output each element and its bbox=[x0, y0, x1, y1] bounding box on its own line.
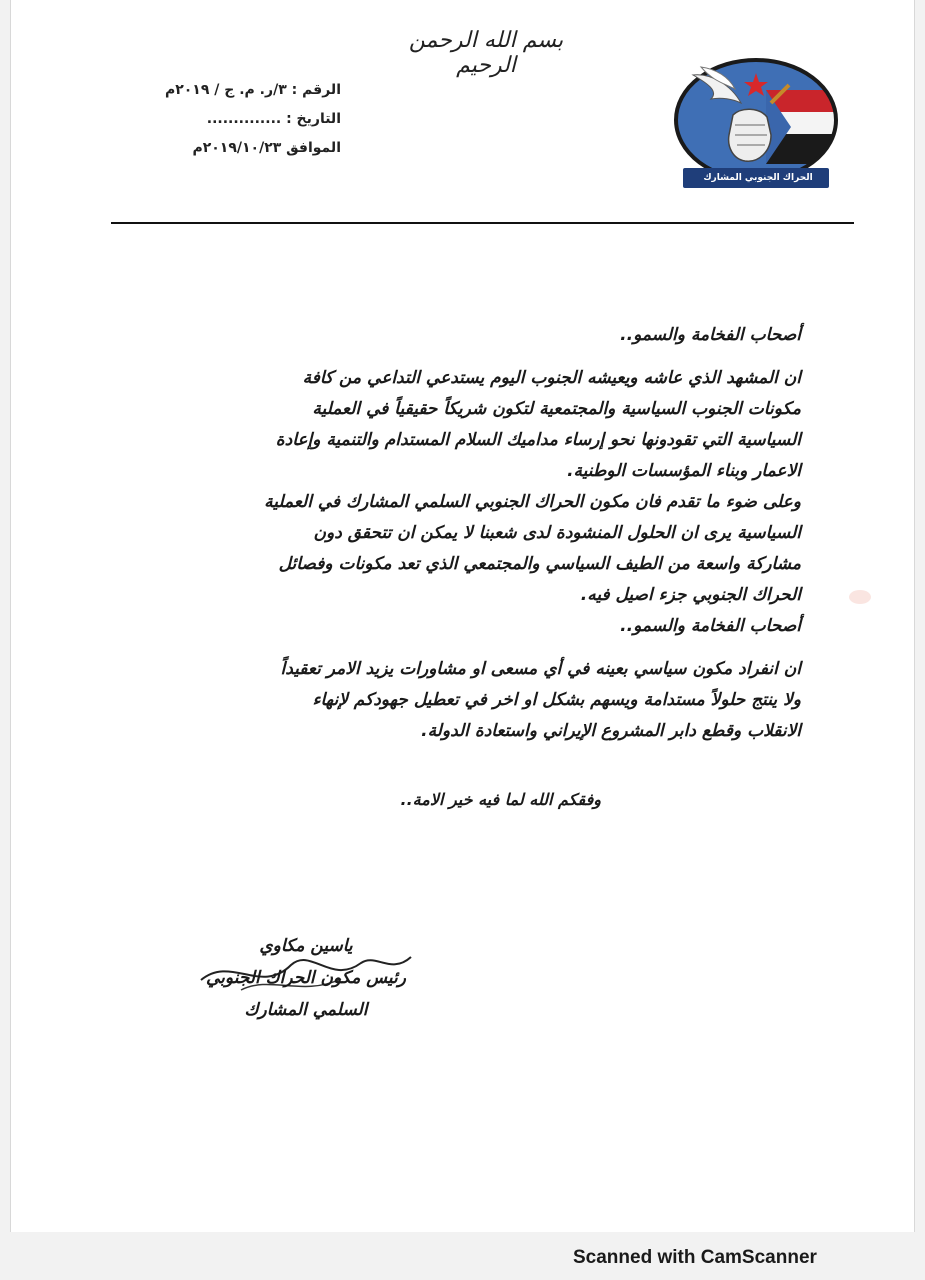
corresponding-date: الموافق ٢٠١٩/١٠/٢٣م bbox=[192, 140, 341, 156]
signatory-title-line-1: رئيس مكون الحراك الجنوبي bbox=[206, 968, 406, 988]
signatory-name: ياسين مكاوي bbox=[259, 936, 353, 956]
document-page bbox=[10, 0, 915, 1232]
paragraph-1-line: السياسية التي تقودونها نحو إرساء مداميك السلام المستدام والتنمية وإعادة bbox=[275, 430, 801, 450]
closing-line: وفقكم الله لما فيه خير الامة.. bbox=[400, 790, 601, 809]
paragraph-1-line: مكونات الجنوب السياسية والمجتمعية لتكون شريكاً حقيقياً في العملية bbox=[312, 399, 801, 419]
paragraph-2-line: الحراك الجنوبي جزء اصيل فيه. bbox=[580, 585, 801, 605]
paragraph-2-line: مشاركة واسعة من الطيف السياسي والمجتمعي الذي تعد مكونات وفصائل bbox=[278, 554, 801, 574]
paragraph-1-line: الاعمار وبناء المؤسسات الوطنية. bbox=[567, 461, 801, 481]
scanner-watermark: Scanned with CamScanner bbox=[573, 1247, 817, 1268]
salutation-first: أصحاب الفخامة والسمو.. bbox=[620, 325, 801, 345]
spacer bbox=[171, 351, 801, 363]
paragraph-2-line: وعلى ضوء ما تقدم فان مكون الحراك الجنوبي السلمي المشارك في العملية bbox=[264, 492, 801, 512]
date-label: التاريخ : .............. bbox=[206, 111, 341, 127]
reference-block bbox=[111, 76, 341, 163]
paragraph-3-line: الانقلاب وقطع دابر المشروع الإيراني واستعادة الدولة. bbox=[421, 721, 801, 741]
signatory-title-line-2: السلمي المشارك bbox=[244, 1000, 368, 1020]
logo-caption: الحراك الجنوبي المشارك bbox=[703, 173, 813, 183]
basmala-text: بسم الله الرحمن الرحيم bbox=[408, 28, 564, 78]
salutation-second: أصحاب الفخامة والسمو.. bbox=[620, 616, 801, 636]
paper-stain bbox=[849, 590, 871, 604]
paragraph-3-line: ولا ينتج حلولاً مستدامة ويسهم بشكل او اخر في تعطيل جهودكم لإنهاء bbox=[312, 690, 801, 710]
letter-body bbox=[171, 320, 801, 747]
header-divider bbox=[111, 222, 854, 224]
paragraph-1-line: ان المشهد الذي عاشه ويعيشه الجنوب اليوم يستدعي التداعي من كافة bbox=[302, 368, 801, 388]
reference-number: الرقم : ٣/ر. م. ج / ٢٠١٩م bbox=[164, 82, 341, 98]
basmala-heading bbox=[381, 28, 591, 78]
signature-block bbox=[171, 930, 441, 1026]
paragraph-2-line: السياسية يرى ان الحلول المنشودة لدى شعبنا لا يمكن ان تتحقق دون bbox=[313, 523, 801, 543]
spacer bbox=[171, 642, 801, 654]
paragraph-3-line: ان انفراد مكون سياسي بعينه في أي مسعى او مشاورات يزيد الامر تعقيداً bbox=[280, 659, 801, 679]
